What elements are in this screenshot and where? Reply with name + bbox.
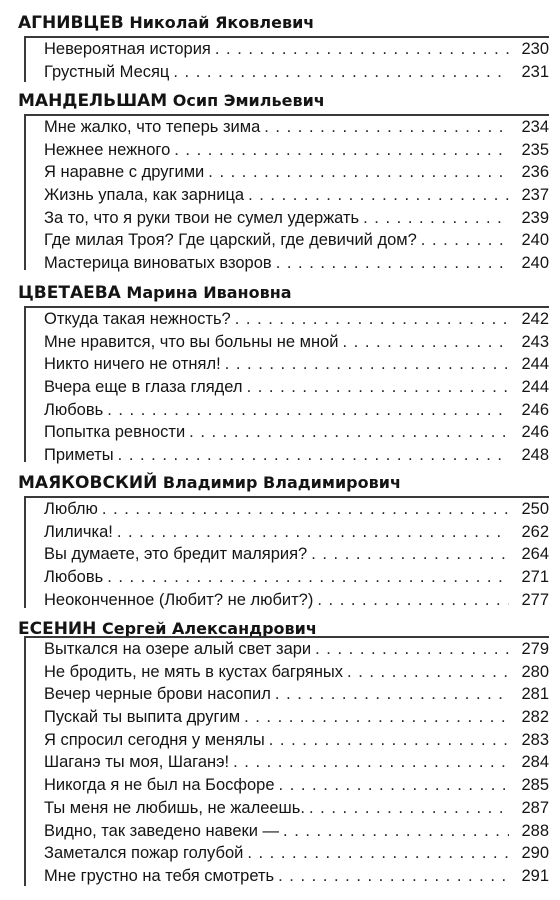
toc-entry[interactable] — [26, 161, 549, 184]
dot-leader — [247, 842, 509, 864]
toc-entry[interactable] — [26, 842, 549, 865]
page-number: 264 — [521, 545, 549, 564]
author-heading — [18, 10, 314, 36]
toc-entry[interactable] — [26, 308, 549, 331]
toc-entry[interactable] — [26, 865, 549, 888]
toc-entry[interactable] — [26, 820, 549, 843]
toc-entry[interactable] — [26, 683, 549, 706]
page-number: 290 — [521, 844, 549, 863]
author-surname: ЕСЕНИН — [18, 619, 97, 639]
toc-entry[interactable] — [26, 399, 549, 422]
page-number: 243 — [521, 332, 549, 351]
page-number: 248 — [521, 446, 549, 465]
dot-leader — [215, 38, 509, 60]
poem-title: Любовь — [44, 568, 104, 587]
poem-title: Откуда такая нежность? — [44, 310, 231, 328]
poem-title: Грустный Месяц — [44, 62, 170, 81]
poem-title: Никогда я не был на Босфоре — [44, 776, 275, 795]
author-heading — [18, 88, 325, 114]
page-number: 283 — [521, 730, 549, 749]
poem-title: Выткался на озере алый свет зари — [44, 640, 312, 658]
toc-entry[interactable] — [26, 207, 549, 230]
dot-leader — [309, 797, 509, 819]
poem-title: Вечер черные брови насопил — [44, 685, 271, 704]
page-number: 246 — [521, 400, 549, 419]
page-number: 246 — [521, 423, 549, 442]
toc-entry[interactable] — [26, 589, 549, 612]
poem-title: Мне нравится, что вы больны не мной — [44, 332, 339, 351]
page-number: 244 — [521, 378, 549, 397]
toc-entry[interactable] — [26, 331, 549, 354]
dot-leader — [315, 638, 509, 660]
dot-leader — [421, 229, 509, 251]
page-number: 235 — [521, 140, 549, 159]
page-number: 231 — [521, 62, 549, 81]
poem-title: Ты меня не любишь, не жалеешь. — [44, 798, 305, 817]
toc-section — [24, 36, 549, 82]
poem-title: Мастерица виноватых взоров — [44, 254, 272, 273]
page-number: 242 — [521, 310, 549, 328]
dot-leader — [189, 421, 509, 443]
dot-leader — [235, 308, 509, 330]
author-heading — [18, 470, 401, 496]
author-given-name: Сергей Александрович — [101, 619, 317, 638]
dot-leader — [247, 376, 509, 398]
dot-leader — [311, 543, 509, 565]
page-number: 284 — [521, 753, 549, 772]
poem-title: Жизнь упала, как зарница — [44, 186, 245, 205]
poem-title: Вы думаете, это бредит малярия? — [44, 545, 308, 564]
dot-leader — [117, 521, 509, 543]
dot-leader — [208, 161, 509, 183]
author-surname: ЦВЕТАЕВА — [18, 283, 121, 303]
dot-leader — [244, 706, 509, 728]
page-number: 271 — [521, 568, 549, 587]
toc-entry[interactable] — [26, 543, 549, 566]
poem-title: Нежнее нежного — [44, 140, 171, 159]
toc-entry[interactable] — [26, 521, 549, 544]
toc-entry[interactable] — [26, 421, 549, 444]
poem-title: Шаганэ ты моя, Шаганэ! — [44, 753, 230, 772]
page-number: 287 — [521, 798, 549, 817]
toc-entry[interactable] — [26, 353, 549, 376]
page-number: 236 — [521, 163, 549, 182]
dot-leader — [275, 683, 509, 705]
dot-leader — [264, 116, 509, 138]
toc-entry[interactable] — [26, 38, 549, 61]
page-number: 288 — [521, 821, 549, 840]
toc-entry[interactable] — [26, 139, 549, 162]
dot-leader — [225, 353, 509, 375]
toc-entry[interactable] — [26, 661, 549, 684]
author-surname: МАЯКОВСКИЙ — [18, 473, 158, 493]
poem-title: Неоконченное (Любит? не любит?) — [44, 590, 314, 609]
dot-leader — [269, 729, 509, 751]
dot-leader — [276, 252, 509, 274]
poem-title: Невероятная история — [44, 40, 211, 58]
author-given-name: Марина Ивановна — [126, 283, 292, 302]
poem-title: Заметался пожар голубой — [44, 844, 244, 863]
toc-entry[interactable] — [26, 444, 549, 467]
page-number: 291 — [521, 866, 549, 885]
toc-entry[interactable] — [26, 184, 549, 207]
toc-entry[interactable] — [26, 252, 549, 275]
dot-leader — [107, 566, 509, 588]
poem-title: Никто ничего не отнял! — [44, 355, 221, 374]
page-number: 279 — [521, 640, 549, 658]
page-number: 230 — [521, 40, 549, 58]
poem-title: Я наравне с другими — [44, 163, 205, 182]
author-given-name: Осип Эмильевич — [172, 91, 325, 110]
toc-section — [24, 306, 549, 465]
dot-leader — [118, 444, 509, 466]
poem-title: Лиличка! — [44, 522, 113, 541]
poem-title: Видно, так заведено навеки — — [44, 821, 280, 840]
page-number: 280 — [521, 662, 549, 681]
poem-title: Люблю — [44, 500, 98, 518]
author-surname: МАНДЕЛЬШАМ — [18, 91, 168, 111]
dot-leader — [343, 331, 510, 353]
dot-leader — [278, 865, 509, 887]
page-number: 234 — [521, 118, 549, 136]
poem-title: Попытка ревности — [44, 423, 186, 442]
author-heading — [18, 280, 292, 306]
page-number: 239 — [521, 208, 549, 227]
dot-leader — [283, 820, 509, 842]
toc-section — [24, 496, 549, 608]
page-number: 262 — [521, 522, 549, 541]
page-number: 277 — [521, 590, 549, 609]
toc-section — [24, 114, 549, 273]
dot-leader — [233, 751, 509, 773]
page-number: 237 — [521, 186, 549, 205]
page-number: 282 — [521, 708, 549, 727]
toc-entry[interactable] — [26, 774, 549, 797]
dot-leader — [279, 774, 509, 796]
author-given-name: Владимир Владимирович — [162, 473, 401, 492]
page-number: 250 — [521, 500, 549, 518]
poem-title: Я спросил сегодня у менялы — [44, 730, 265, 749]
dot-leader — [317, 589, 509, 611]
dot-leader — [248, 184, 509, 206]
dot-leader — [173, 61, 509, 83]
toc-entry[interactable] — [26, 376, 549, 399]
dot-leader — [174, 139, 509, 161]
poem-title: Мне грустно на тебя смотреть — [44, 866, 275, 885]
poem-title: Где милая Троя? Где царский, где девичий дом? — [44, 231, 417, 250]
page-number: 285 — [521, 776, 549, 795]
page-number: 244 — [521, 355, 549, 374]
toc-entry[interactable] — [26, 729, 549, 752]
page-number: 240 — [521, 254, 549, 273]
toc-entry[interactable] — [26, 797, 549, 820]
dot-leader — [347, 661, 509, 683]
page-number: 281 — [521, 685, 549, 704]
toc-entry[interactable] — [26, 566, 549, 589]
poem-title: Мне жалко, что теперь зима — [44, 118, 261, 136]
toc-entry[interactable] — [26, 638, 549, 661]
toc-entry[interactable] — [26, 116, 549, 139]
toc-entry[interactable] — [26, 61, 549, 84]
toc-section — [24, 636, 549, 886]
poem-title: Вчера еще в глаза глядел — [44, 378, 243, 397]
toc-entry[interactable] — [26, 706, 549, 729]
page-number: 240 — [521, 231, 549, 250]
dot-leader — [107, 399, 509, 421]
poem-title: За то, что я руки твои не сумел удержать — [44, 208, 360, 227]
toc-entry[interactable] — [26, 751, 549, 774]
author-surname: АГНИВЦЕВ — [18, 13, 124, 33]
dot-leader — [363, 207, 509, 229]
dot-leader — [102, 498, 509, 520]
toc-entry[interactable] — [26, 498, 549, 521]
toc-entry[interactable] — [26, 229, 549, 252]
poem-title: Приметы — [44, 446, 114, 465]
poem-title: Не бродить, не мять в кустах багряных — [44, 662, 344, 681]
poem-title: Любовь — [44, 400, 104, 419]
poem-title: Пускай ты выпита другим — [44, 708, 241, 727]
author-given-name: Николай Яковлевич — [129, 13, 315, 32]
